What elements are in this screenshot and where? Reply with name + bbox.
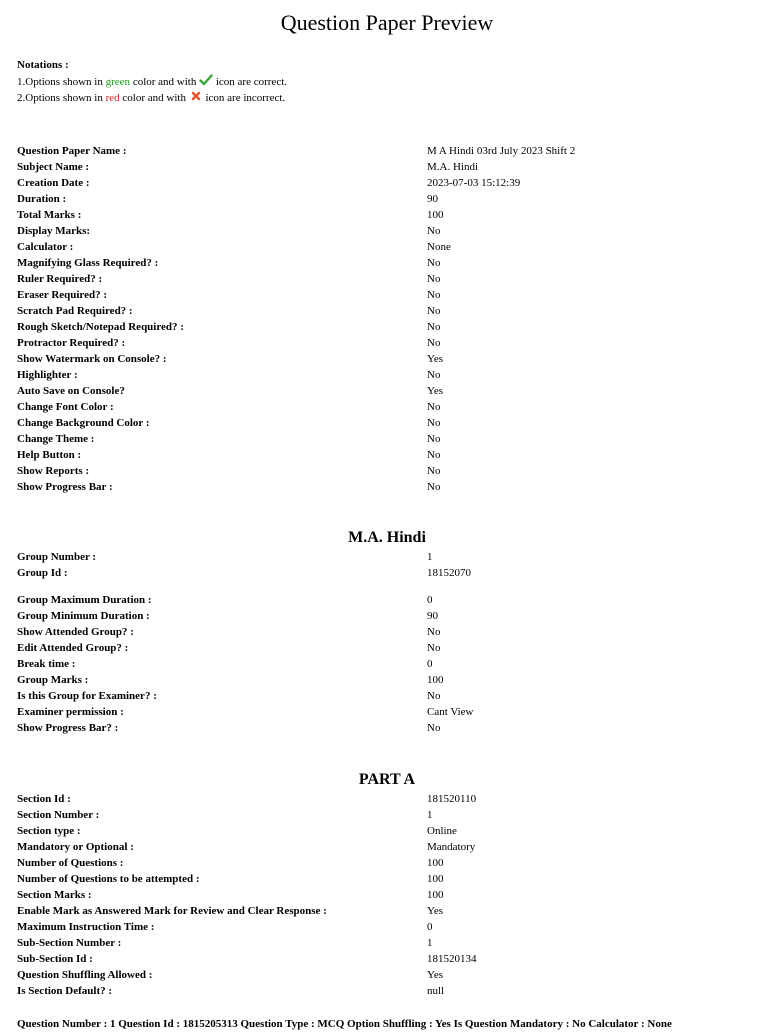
info-label: Show Progress Bar : [17, 481, 113, 493]
info-value: No [427, 305, 441, 317]
info-label: Number of Questions : [17, 857, 124, 869]
info-value: Yes [427, 385, 444, 397]
info-label: Show Attended Group? : [17, 626, 134, 638]
info-value: 181520110 [427, 793, 477, 805]
info-row [17, 656, 757, 672]
info-row [17, 887, 757, 903]
info-value: Yes [427, 353, 444, 365]
info-label: Calculator : [17, 241, 74, 253]
info-label: Protractor Required? : [17, 337, 126, 349]
info-row [17, 223, 757, 239]
info-value: No [427, 481, 441, 493]
info-label: Creation Date : [17, 177, 90, 189]
info-value: No [427, 225, 441, 237]
info-value: 100 [427, 873, 444, 885]
info-value: No [427, 690, 441, 702]
info-label: Section type : [17, 825, 81, 837]
info-label: Scratch Pad Required? : [17, 305, 133, 317]
info-row [17, 143, 757, 159]
info-row [17, 255, 757, 271]
question-header-line: Question Number : 1 Question Id : 1815205313 Question Type : MCQ Option Shuffling : Yes Is Question Mandatory : No Calculator : None [17, 1018, 672, 1030]
cross-icon [189, 90, 203, 102]
info-label: Is Section Default? : [17, 985, 113, 997]
info-label: Maximum Instruction Time : [17, 921, 155, 933]
info-row [17, 720, 757, 736]
info-row [17, 807, 757, 823]
info-label: Group Id : [17, 567, 68, 579]
info-value: No [427, 273, 441, 285]
info-row [17, 608, 757, 624]
info-row [17, 672, 757, 688]
info-row [17, 935, 757, 951]
info-row [17, 207, 757, 223]
info-row [17, 688, 757, 704]
info-row [17, 704, 757, 720]
info-value: 2023-07-03 15:12:39 [427, 177, 521, 189]
info-value: 1 [427, 551, 433, 563]
notation-incorrect-suffix: icon are incorrect. [202, 92, 286, 104]
group-info-rows-b [17, 592, 757, 736]
info-label: Question Shuffling Allowed : [17, 969, 153, 981]
info-row [17, 319, 757, 335]
check-icon [199, 74, 213, 86]
info-value: Online [427, 825, 457, 837]
info-value: M A Hindi 03rd July 2023 Shift 2 [427, 145, 576, 157]
info-value: 0 [427, 594, 433, 606]
info-value: null [427, 985, 445, 997]
info-row [17, 549, 757, 565]
info-label: Change Theme : [17, 433, 95, 445]
info-label: Sub-Section Id : [17, 953, 93, 965]
info-value: Mandatory [427, 841, 476, 853]
info-row [17, 463, 757, 479]
info-label: Section Id : [17, 793, 71, 805]
group-info-gap [17, 581, 757, 592]
info-value: 18152070 [427, 567, 471, 579]
info-row [17, 903, 757, 919]
info-value: No [427, 626, 441, 638]
info-row [17, 640, 757, 656]
info-row [17, 191, 757, 207]
info-value: No [427, 722, 441, 734]
info-row [17, 303, 757, 319]
info-label: Edit Attended Group? : [17, 642, 129, 654]
info-label: Rough Sketch/Notepad Required? : [17, 321, 184, 333]
info-value: No [427, 642, 441, 654]
info-row [17, 159, 757, 175]
info-value: No [427, 369, 441, 381]
info-value: No [427, 417, 441, 429]
info-value: No [427, 401, 441, 413]
info-row [17, 335, 757, 351]
info-row [17, 351, 757, 367]
info-label: Magnifying Glass Required? : [17, 257, 159, 269]
info-row [17, 287, 757, 303]
info-label: Break time : [17, 658, 76, 670]
info-label: Examiner permission : [17, 706, 124, 718]
info-value: No [427, 321, 441, 333]
info-row [17, 855, 757, 871]
notation-correct-mid: color and with [130, 75, 200, 88]
info-label: Subject Name : [17, 161, 90, 173]
info-label: Is this Group for Examiner? : [17, 690, 157, 702]
info-value: Yes [427, 905, 444, 917]
info-value: None [427, 241, 451, 253]
info-row [17, 919, 757, 935]
notation-correct [17, 74, 287, 91]
notation-incorrect-prefix: 2.Options shown in [17, 92, 106, 104]
info-label: Change Background Color : [17, 417, 150, 429]
info-row [17, 951, 757, 967]
info-label: Section Number : [17, 809, 100, 821]
info-value: No [427, 433, 441, 445]
info-label: Number of Questions to be attempted : [17, 873, 200, 885]
info-label: Display Marks: [17, 225, 91, 237]
info-row [17, 431, 757, 447]
info-row [17, 479, 757, 495]
info-value: 90 [427, 610, 438, 622]
info-value: 0 [427, 921, 433, 933]
info-value: M.A. Hindi [427, 161, 479, 173]
info-value: No [427, 289, 441, 301]
info-row [17, 383, 757, 399]
notation-red-word: red [105, 92, 120, 104]
info-value: 1 [427, 809, 433, 821]
info-row [17, 791, 757, 807]
info-value: 100 [427, 857, 444, 869]
notation-correct-prefix: 1.Options shown in [17, 75, 106, 88]
notation-incorrect [17, 90, 287, 107]
info-label: Group Maximum Duration : [17, 594, 152, 606]
info-label: Change Font Color : [17, 401, 114, 413]
info-value: 1 [427, 937, 433, 949]
info-label: Eraser Required? : [17, 289, 108, 301]
info-row [17, 239, 757, 255]
section-title: PART A [358, 771, 416, 788]
info-label: Group Number : [17, 551, 97, 563]
info-value: Yes [427, 969, 444, 981]
info-row [17, 967, 757, 983]
info-row [17, 565, 757, 581]
info-row [17, 983, 757, 999]
section-info-table [17, 791, 757, 999]
info-label: Group Minimum Duration : [17, 610, 150, 622]
info-row [17, 447, 757, 463]
info-value: 90 [427, 193, 438, 205]
info-label: Duration : [17, 193, 67, 205]
info-label: Sub-Section Number : [17, 937, 122, 949]
paper-info-table [17, 143, 757, 495]
info-label: Question Paper Name : [17, 145, 127, 157]
info-value: 100 [427, 674, 444, 686]
group-info-table [17, 549, 757, 736]
info-row [17, 367, 757, 383]
group-info-rows-a [17, 549, 757, 581]
info-label: Show Progress Bar? : [17, 722, 119, 734]
info-label: Show Watermark on Console? : [17, 353, 167, 365]
info-label: Show Reports : [17, 465, 90, 477]
info-row [17, 839, 757, 855]
info-value: 100 [427, 209, 444, 221]
info-row [17, 271, 757, 287]
notation-green-word: green [105, 75, 131, 88]
info-value: 0 [427, 658, 433, 670]
notations [17, 57, 287, 107]
info-value: No [427, 449, 441, 461]
info-label: Ruler Required? : [17, 273, 103, 285]
info-label: Auto Save on Console? [17, 385, 125, 397]
info-label: Total Marks : [17, 209, 82, 221]
info-value: 181520134 [427, 953, 477, 965]
info-row [17, 823, 757, 839]
info-value: Cant View [427, 706, 474, 718]
info-label: Section Marks : [17, 889, 92, 901]
info-row [17, 871, 757, 887]
info-value: 100 [427, 889, 444, 901]
info-label: Group Marks : [17, 674, 89, 686]
info-label: Help Button : [17, 449, 82, 461]
notations-heading: Notations : [17, 59, 69, 71]
info-value: No [427, 465, 441, 477]
group-title: M.A. Hindi [348, 529, 426, 546]
notation-correct-suffix: icon are correct. [213, 75, 288, 88]
info-row [17, 592, 757, 608]
info-label: Mandatory or Optional : [17, 841, 134, 853]
info-row [17, 399, 757, 415]
info-value: No [427, 257, 441, 269]
info-value: No [427, 337, 441, 349]
info-label: Highlighter : [17, 369, 78, 381]
info-label: Enable Mark as Answered Mark for Review and Clear Response : [17, 905, 327, 917]
info-row [17, 624, 757, 640]
info-row [17, 415, 757, 431]
info-row [17, 175, 757, 191]
notation-incorrect-mid: color and with [119, 92, 189, 104]
page-title: Question Paper Preview [280, 10, 494, 35]
